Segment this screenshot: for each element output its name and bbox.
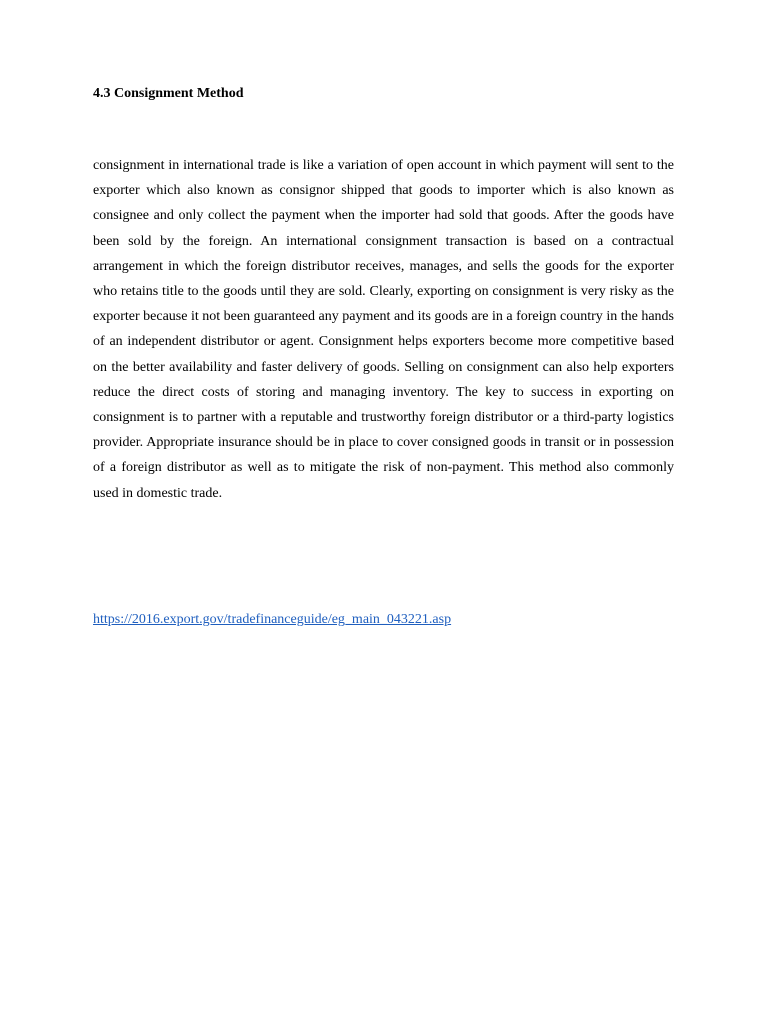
body-paragraph: consignment in international trade is like a variation of open account in which payment will sent to the exporter which also known as consignor shipped that goods to importer which is also known as consignee and only collect the payment when the importer had sold that goods. After the goods have been sold by the foreign. An international consignment transaction is based on a contractual arrangement in which the foreign distributor receives, manages, and sells the goods for the exporter who retains title to the goods until they are sold. Clearly, exporting on consignment is very risky as the exporter because it not been guaranteed any payment and its goods are in a foreign country in the hands of an independent distributor or agent. Consignment helps exporters become more competitive based on the better availability and faster delivery of goods. Selling on consignment can also help exporters reduce the direct costs of storing and managing inventory. The key to success in exporting on consignment is to partner with a reputable and trustworthy foreign distributor or a third-party logistics provider. Appropriate insurance should be in place to cover consigned goods in transit or in possession of a foreign distributor as well as to mitigate the risk of non-payment. This method also commonly used in domestic trade. (93, 158, 674, 501)
section-heading: 4.3 Consignment Method (93, 86, 244, 101)
source-link[interactable]: https://2016.export.gov/tradefinanceguide/eg_main_043221.asp (93, 612, 452, 627)
